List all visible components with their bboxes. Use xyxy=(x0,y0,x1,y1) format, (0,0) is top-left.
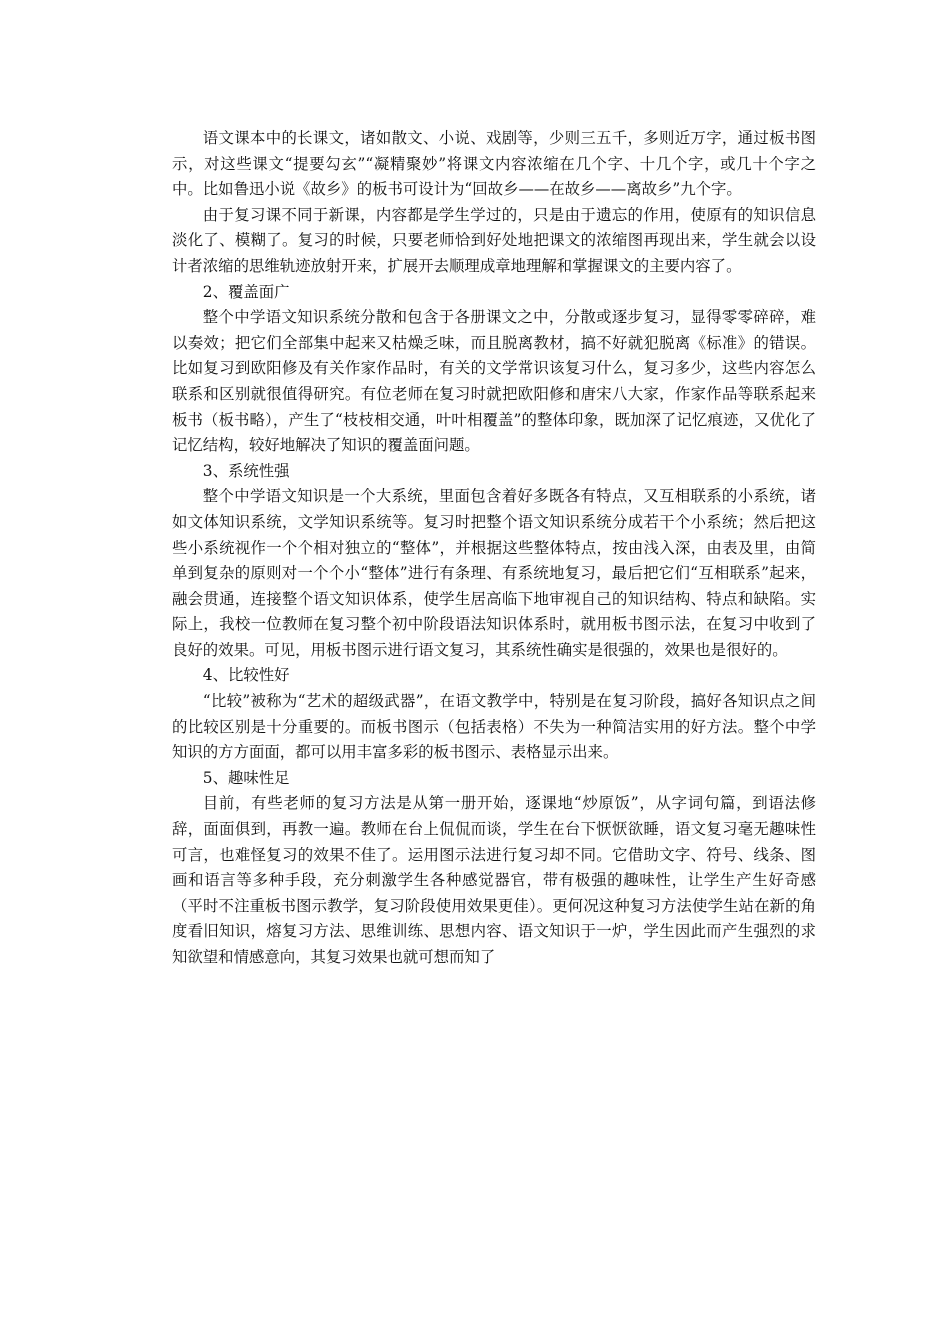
paragraph-coverage: 整个中学语文知识系统分散和包含于各册课文之中，分散或逐步复习，显得零零碎碎，难以奏效；把它们全部集中起来又枯燥乏味，而且脱离教材，搞不好就犯脱离《标准》的错误。比如复习到欧阳修及有关作家作品时，有关的文学常识该复习什么，复习多少，这些内容怎么联系和区别就很值得研究。有位老师在复习时就把欧阳修和唐宋八大家，作家作品等联系起来板书（板书略），产生了“枝枝相交通，叶叶相覆盖”的整体印象，既加深了记忆痕迹，又优化了记忆结构，较好地解决了知识的覆盖面问题。 xyxy=(172,308,816,455)
paragraph-comparison: “比较”被称为“艺术的超级武器”，在语文教学中，特别是在复习阶段，搞好各知识点之间的比较区别是十分重要的。而板书图示（包括表格）不失为一种简洁实用的好方法。整个中学知识的方方面面，都可以用丰富多彩的板书图示、表格显示出来。 xyxy=(172,692,816,762)
section-heading-interest: 5、趣味性足 xyxy=(202,768,290,787)
paragraph-systematic: 整个中学语文知识是一个大系统，里面包含着好多既各有特点，又互相联系的小系统，诸如文体知识系统，文学知识系统等。复习时把整个语文知识系统分成若干个小系统；然后把这些小系统视作一个个相对独立的“整体”，并根据这些整体特点，按由浅入深，由表及里，由简单到复杂的原则对一个个小“整体”进行有条理、有系统地复习，最后把它们“互相联系”起来，融会贯通，连接整个语文知识体系，使学生居高临下地审视自己的知识结构、特点和缺陷。实际上，我校一位教师在复习整个初中阶段语法知识体系时，就用板书图示法，在复习中收到了良好的效果。可见，用板书图示进行语文复习，其系统性确实是很强的，效果也是很好的。 xyxy=(172,487,816,659)
section-heading-comparison: 4、比较性好 xyxy=(202,666,290,685)
paragraph-review-courses: 由于复习课不同于新课，内容都是学生学过的，只是由于遗忘的作用，使原有的知识信息淡化了、模糊了。复习的时候，只要老师恰到好处地把课文的浓缩图再现出来，学生就会以设计者浓缩的思维轨迹放射开来，扩展开去顺理成章地理解和掌握课文的主要内容了。 xyxy=(172,205,816,275)
section-heading-coverage: 2、覆盖面广 xyxy=(202,282,290,301)
section-heading-systematic: 3、系统性强 xyxy=(202,461,290,480)
paragraph-long-texts: 语文课本中的长课文，诸如散文、小说、戏剧等，少则三五千，多则近万字，通过板书图示，对这些课文“提要勾玄”“凝精聚妙”将课文内容浓缩在几个字、十几个字，或几十个字之中。比如鲁迅小说《故乡》的板书可设计为“回故乡——在故乡——离故乡”九个字。 xyxy=(172,129,816,199)
document-body xyxy=(172,126,816,971)
paragraph-interest: 目前，有些老师的复习方法是从第一册开始，逐课地“炒原饭”，从字词句篇，到语法修辞，面面俱到，再教一遍。教师在台上侃侃而谈，学生在台下恹恹欲睡，语文复习毫无趣味性可言，也难怪复习的效果不佳了。运用图示法进行复习却不同。它借助文字、符号、线条、图画和语言等多种手段，充分刺激学生各种感觉器官，带有极强的趣味性，让学生产生好奇感（平时不注重板书图示教学，复习阶段使用效果更佳）。更何况这种复习方法使学生站在新的角度看旧知识，熔复习方法、思维训练、思想内容、语文知识于一炉，学生因此而产生强烈的求知欲望和情感意向，其复习效果也就可想而知了 xyxy=(172,794,816,966)
